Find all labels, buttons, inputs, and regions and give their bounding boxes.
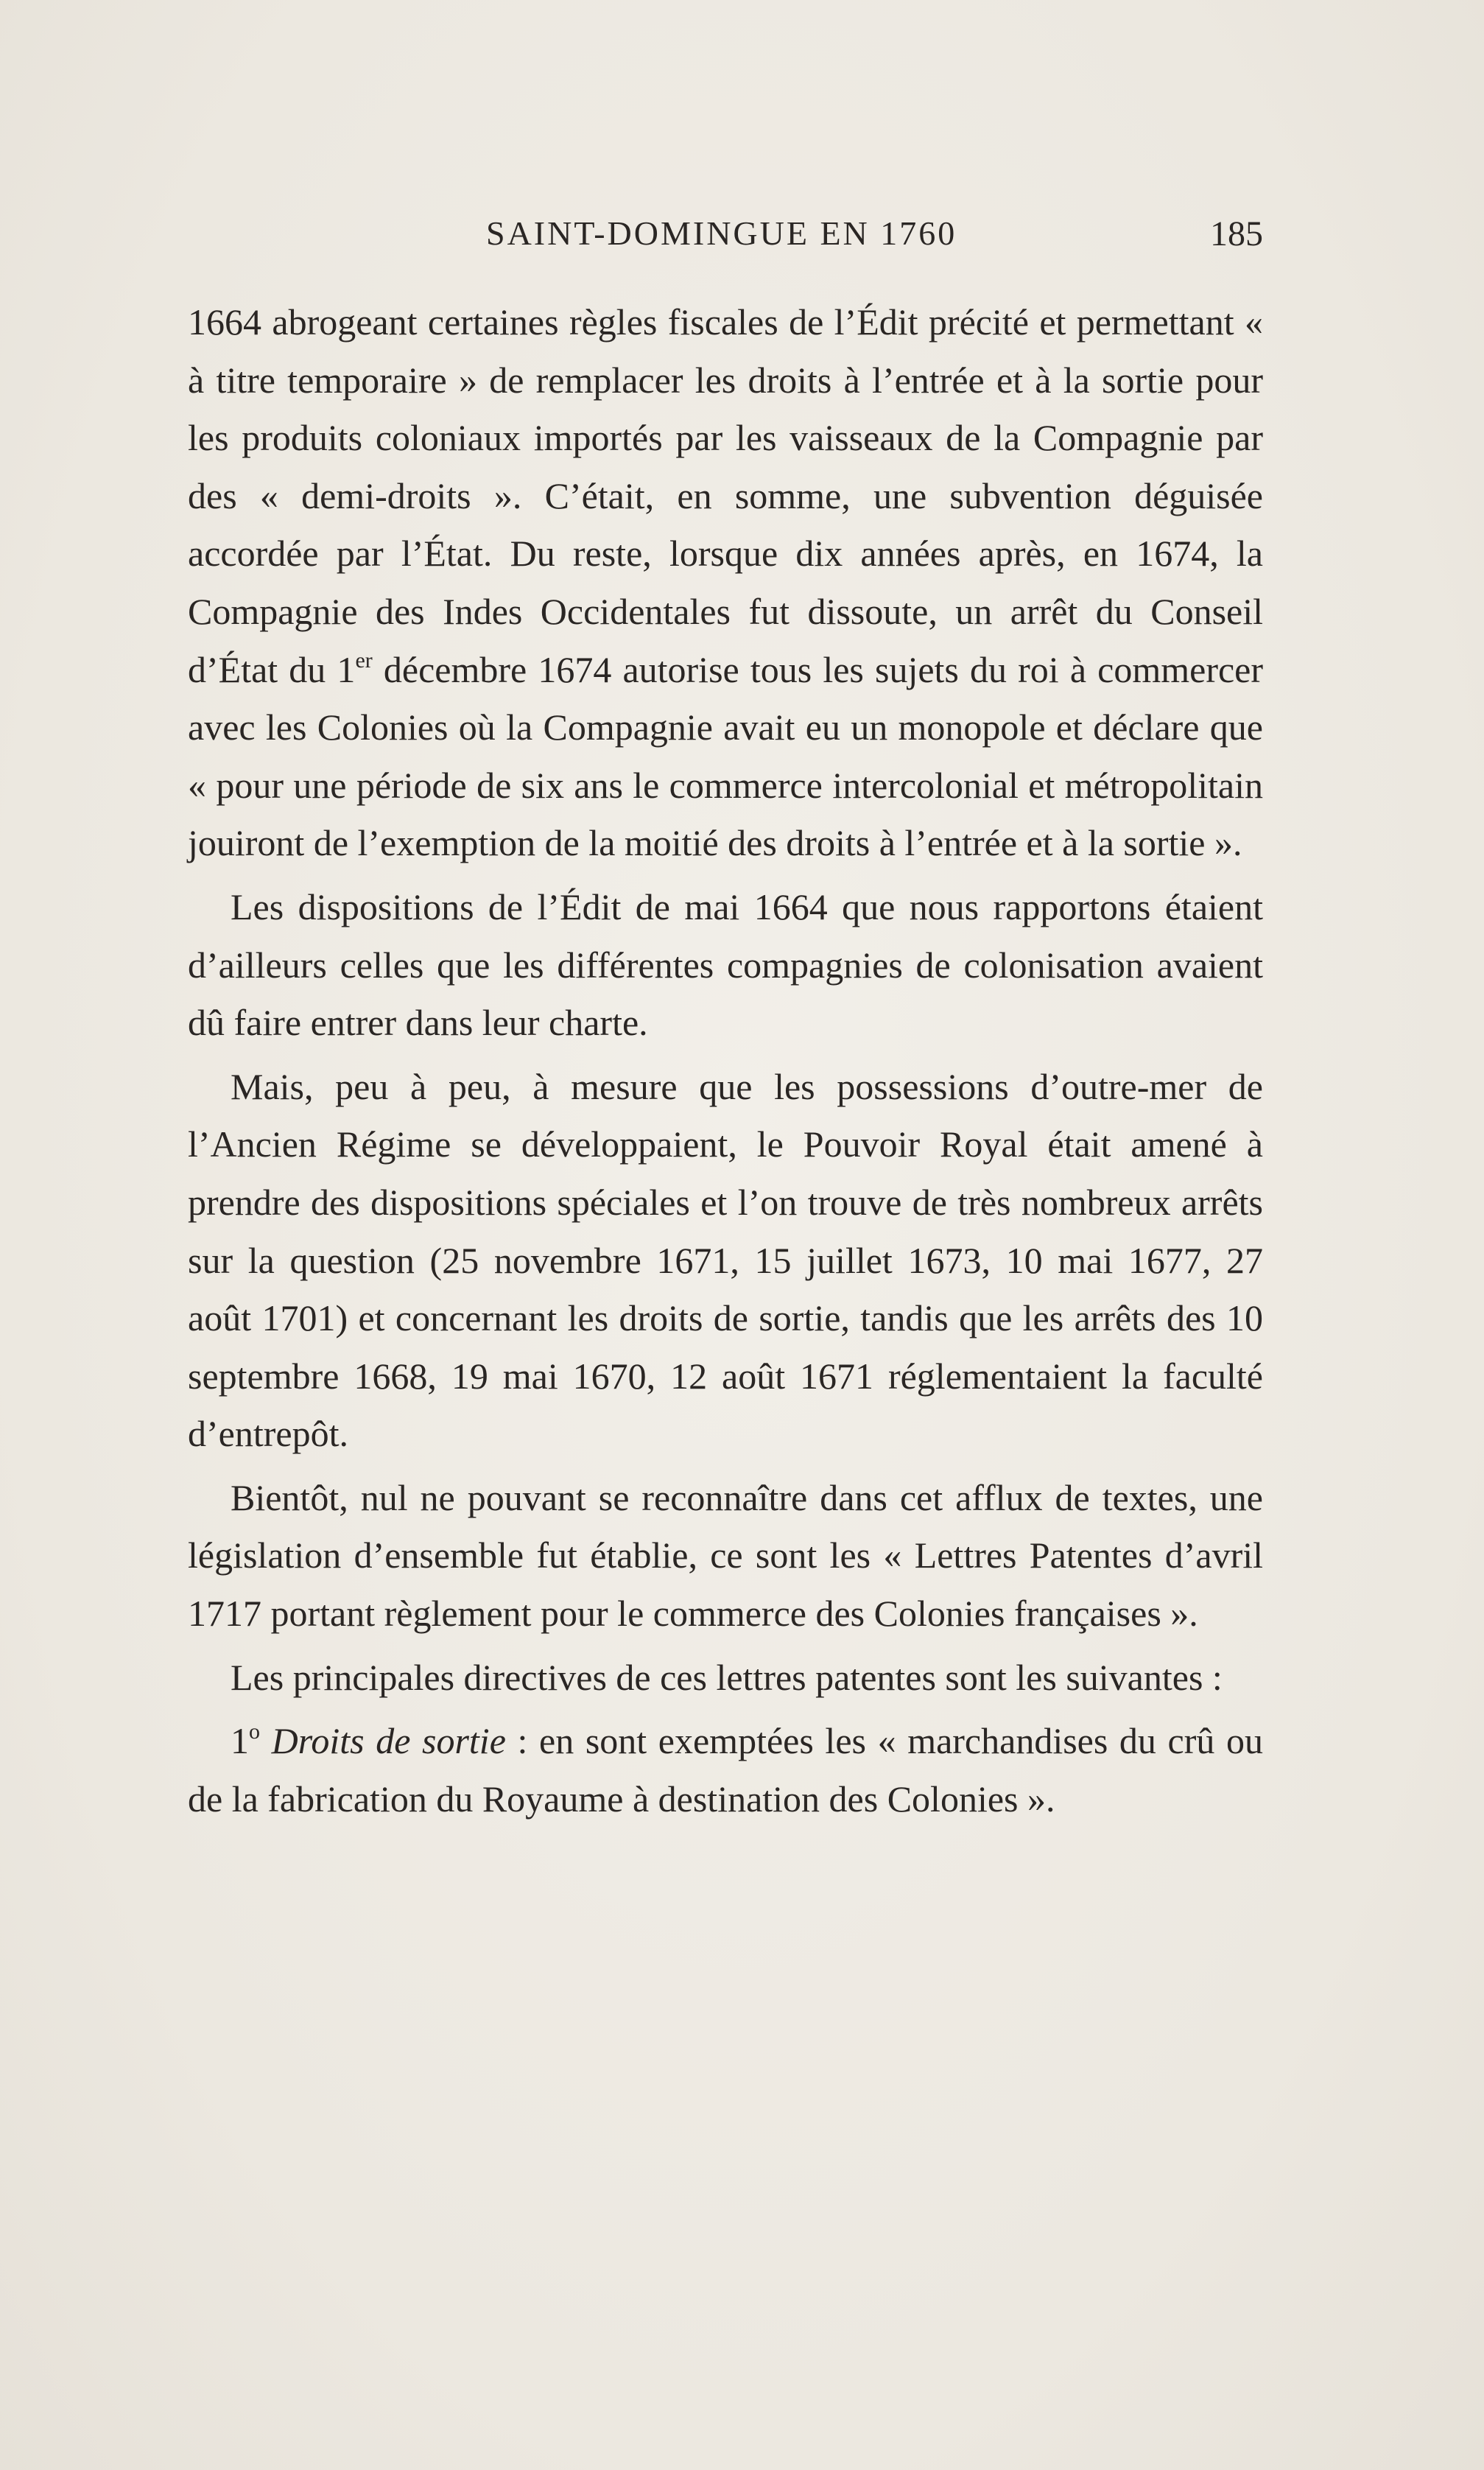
list-number: 1	[231, 1720, 249, 1762]
paragraph-4: Bientôt, nul ne pouvant se reconnaître dans cet afflux de textes, une législation d’ensemble fut établie, ce sont les « Lettres Patentes d’avril 1717 portant règlement pour le commerce des Colonies françaises ».	[188, 1476, 1263, 1635]
page-number: 185	[1210, 214, 1263, 253]
section-heading-italic: Droits de sortie	[271, 1720, 506, 1762]
body-text	[188, 293, 1263, 1834]
paragraph-1-text-a: 1664 abrogeant certaines règles fiscales de l’Édit précité et permettant « à titre temporaire » de remplacer les droits à l’entrée et à la sortie pour les produits coloniaux importés par les vaisseaux de la Compagnie par des « demi-droits ». C’était, en somme, une subvention déguisée accordée par l’État. Du reste, lorsque dix années après, en 1674, la Compagnie des Indes Occidentales fut dissoute, un arrêt du Conseil d’État du 1	[188, 301, 1263, 690]
paragraph-3: Mais, peu à peu, à mesure que les possessions d’outre-mer de l’Ancien Régime se développaient, le Pouvoir Royal était amené à prendre des dispositions spéciales et l’on trouve de très nombreux arrêts sur la question (25 novembre 1671, 15 juillet 1673, 10 mai 1677, 27 août 1701) et concernant les droits de sortie, tandis que les arrêts des 10 septembre 1668, 19 mai 1670, 12 août 1671 réglementaient la faculté d’entrepôt.	[188, 1065, 1263, 1455]
running-title: SAINT-DOMINGUE EN 1760	[486, 214, 957, 252]
running-head	[188, 214, 1263, 258]
paragraph-6-text: : en sont exemptées les « marchandises du crû ou de la fabrication du Royaume à destination des Colonies ».	[188, 1720, 1264, 1820]
paragraph-6	[188, 1712, 1263, 1828]
paragraph-1-text-b: décembre 1674 autorise tous les sujets du roi à commercer avec les Colonies où la Compagnie avait eu un monopole et déclare que « pour une période de six ans le commerce intercolonial et métropolitain jouiront de l’exemption de la moitié des droits à l’entrée et à la sortie ».	[188, 648, 1263, 864]
list-number-superscript: o	[249, 1719, 260, 1744]
paragraph-2: Les dispositions de l’Édit de mai 1664 que nous rapportons étaient d’ailleurs celles que les différentes compagnies de colonisation avaient dû faire entrer dans leur charte.	[188, 885, 1263, 1044]
paragraph-1	[188, 293, 1263, 872]
paragraph-5: Les principales directives de ces lettres patentes sont les suivantes :	[231, 1656, 1223, 1698]
ordinal-superscript: er	[355, 648, 373, 673]
